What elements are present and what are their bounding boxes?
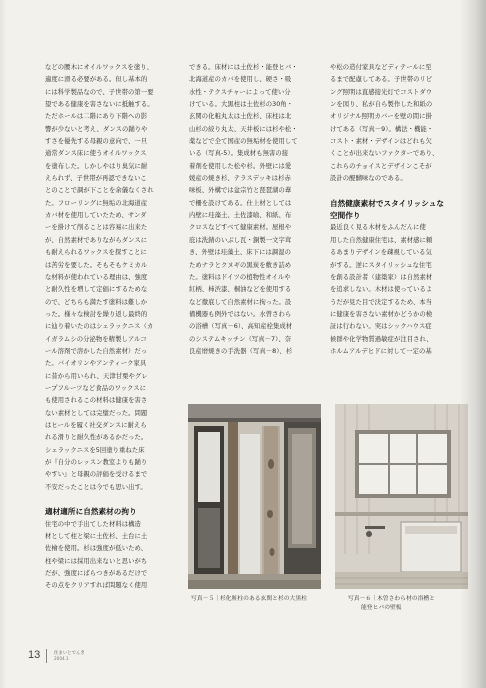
text-line: 媛産の焼き杉、テラスデッキは杉赤 (189, 175, 291, 183)
text-line: ただホールは二階にあり下階への影 (45, 113, 148, 121)
text-line: ール溶剤で溶かした自然素材）だっ (45, 347, 148, 355)
text-line: オリジナル照明カバーを壁の間に掛 (330, 113, 432, 121)
page-number: 13 (28, 649, 41, 661)
photo-entrance-cedar-column (188, 404, 321, 589)
text-line: で柵を設けてある。仕上材としては (189, 199, 292, 207)
text-line: ためナラとクヌギの黒炭を敷き詰め (189, 261, 292, 269)
text-line: イガラムシの分泌物を精製しアルコ (45, 335, 147, 343)
text-line: き、外壁は珪藻土、床下には調湿の (189, 249, 292, 257)
photo-caption: 写真－５｜杉化粧柱のある玄関と杉の大黒柱 (191, 596, 307, 602)
spacer-line (330, 185, 464, 197)
text-line: ング照明は直感接光灯でコストダウ (330, 88, 433, 96)
text-line: も耐えられるワックスを探すことに (45, 249, 147, 257)
text-line: ーを掛けて削ることは容易に出来た (45, 224, 148, 232)
text-line: 候群や化学物質過敏症が注目され、 (330, 335, 433, 343)
text-line: た。フローリングに無垢の北海道産 (45, 199, 148, 207)
text-line: やすい』と母親の評価を受けるまで (45, 471, 148, 479)
text-line: うだが見た目で決定するため、本当 (330, 298, 433, 306)
text-line: や松の造付家具などディテールに至 (330, 64, 432, 71)
text-line: クロスなどすべて健康素材。屋根や (189, 224, 292, 232)
text-line: 着剤を使用した松や杉。外壁には愛 (189, 162, 292, 170)
page-binding-shadow (460, 0, 486, 688)
text-line: れる滑りと耐久性があるかだった。 (45, 434, 148, 442)
text-line: に健康を害さない素材かどうかの検 (330, 310, 433, 318)
text-line: その点をクリアすれば問題なく使用 (45, 582, 148, 590)
text-line: 佐檜を使用。杉は強度が低いため、 (45, 545, 148, 553)
text-line: った。様々な検討を繰り返し最終的 (45, 310, 148, 318)
text-line: ので、どちらも満たす塗料は難しか (45, 298, 148, 306)
text-line: を追求しない。木材は使っているよ (330, 286, 433, 294)
text-line: 庇は洗錆のいぶし瓦・銅製一文字茸 (189, 236, 292, 244)
text-line: は苦労を要した。そもそもケミカル (45, 261, 148, 269)
text-line: 良産磨焼きの手洗器（写真－8）、杉 (189, 347, 293, 355)
text-line: 薬などで全て国産の無垢材を使用して (189, 138, 298, 146)
text-line: のシステムキッチン（写真－7）、奈 (189, 335, 292, 343)
text-line: 住宅の中で手出てした材料は構造 (45, 520, 141, 528)
page-left-edge (0, 0, 6, 688)
text-line: た。バイオリンやアンティーク家具 (45, 360, 147, 368)
text-line: 望である健康を害さないに抵触する。 (45, 101, 154, 109)
text-line: 通常ダンス床に使うオイルワックス (45, 150, 147, 158)
text-line: 最近良く見る木材をふんだんに使 (330, 224, 426, 232)
text-line: けている。大黒柱は土佐杉の30角・ (189, 101, 294, 109)
text-line: るまで配慮してある。子世帯のリビ (330, 76, 433, 84)
text-line: 備機器も例外ではない。水曽さわら (189, 310, 292, 318)
text-column-2 (189, 62, 321, 358)
magazine-issue: 2004.1 (54, 656, 69, 661)
text-line: るあまりデザインを疎視している気 (330, 249, 432, 257)
text-line: ない素材としては完璧だった。問題 (45, 409, 148, 417)
text-line: と耐久性を増して定価にするためな (45, 286, 148, 294)
text-line: だが、強度にばらつきがあるだけで (45, 570, 148, 578)
text-line: 内壁に珪藻土、土佐漆喰、和紙、布 (189, 212, 292, 220)
text-line: など徹底して自然素材に拘った。設 (189, 298, 292, 306)
text-line: に昔から用いられ、天津甘栗やグレ (45, 372, 148, 380)
text-column-3 (330, 62, 464, 358)
spacer-line (45, 494, 175, 506)
text-line: はヒールを履く社交ダンスに耐えら (45, 421, 147, 429)
text-line: 味板、外構では盆宗竹と琵琶湖の葦 (189, 187, 292, 195)
text-line: た。塗料はドイツの植物性オイルや (189, 273, 291, 281)
text-line: これらのチョイスとデザインこそが (330, 162, 432, 170)
text-line: 不安だったことは今でも思い出す。 (45, 483, 147, 491)
section-heading: 適材適所に自然素材の拘り (45, 507, 137, 517)
text-line: 北海道産のカバを使用し、硬さ・吸 (189, 76, 292, 84)
text-line: ンを図り、私が自ら製作した和紙の (330, 101, 433, 109)
text-line: 響が少ないと考え、ダンスの踊りや (45, 125, 148, 133)
text-line: も使用されるこの材料は健康を害さ (45, 397, 148, 405)
photo-caption: 能登ヒバの壁板 (361, 605, 402, 611)
text-line: などの腰木にオイルワックスを塗り、 (45, 64, 153, 71)
text-line: に辿り着いたのはシェラックニス（カ (45, 323, 154, 331)
text-line: 紅柄、柿渋漆、桐油などを使用する (189, 286, 292, 294)
text-line: ープフルーツなど食品のワックスに (45, 384, 147, 392)
text-line: シェラックニスを5回塗り重ねた床 (45, 446, 145, 454)
text-line: 材として柱と梁に土佐杉、土台に土 (45, 533, 148, 541)
text-line: 水性・テクスチャーによって使い分 (189, 88, 291, 96)
text-line: 玄関の化粧丸太は土佐杉、床柱は北 (189, 113, 292, 121)
text-line: 証は行わない。実はシックハウス症 (330, 323, 432, 331)
text-line: できる。床材には土佐杉・能登ヒバ・ (189, 64, 298, 71)
text-line: えられず、子世帯が再認できないこ (45, 175, 147, 183)
text-line: いる（写真-5）。集成材も無害の接 (189, 150, 289, 158)
text-line: くことが出来ないファクターであり、 (330, 150, 439, 158)
text-line: けてある（写真－9）。構法・機能・ (330, 125, 434, 133)
text-line: 設計の醍醐味なのである。 (330, 175, 407, 183)
text-line: ホルムアルデヒドに対して一定の基 (330, 347, 432, 355)
text-line: な材料が使われている理由は、強度 (45, 273, 148, 281)
photo-bathroom-tub (335, 404, 468, 589)
text-line: を創る設計者（建築家）は自然素材 (330, 273, 433, 281)
text-line: 山杉の絞り丸太、天井板には杉や松・ (189, 125, 298, 133)
text-line: 柱や梁には採用出来ないと思いがち (45, 557, 148, 565)
text-column-1 (45, 62, 175, 593)
text-line: 用した自然健康住宅は、素材感に頼 (330, 236, 433, 244)
section-heading: 空間作り (330, 211, 361, 221)
text-line: すさを優先する母親の意向で、一旦 (45, 138, 148, 146)
text-line: コスト・素材・デザインはどれも欠 (330, 138, 432, 146)
section-heading: 自然健康素材でスタイリッシュな (330, 198, 445, 208)
photo-caption: 写真－６｜木曽さわら材の浴槽と (348, 596, 435, 602)
footer-divider (46, 649, 47, 663)
text-line: とのことで調が下ことを余儀なくされ (45, 187, 154, 195)
magazine-title: 住まいとでんき (54, 651, 85, 656)
text-line: の浴槽（写真－6）、高知産栓集成材 (189, 323, 293, 331)
text-line: を塗布した。しかしやはり臭気に耐 (45, 162, 148, 170)
text-line: 適度に滑る必要がある。但し基本的 (45, 76, 148, 84)
text-line: が、自然素材でありながらダンスに (45, 236, 148, 244)
text-line: がする。逆にスタイリッシュな住宅 (330, 261, 432, 269)
text-line: が『自分のレッスン教室よりも踊り (45, 459, 148, 466)
text-line: カバ材を使用していたため、サンダ (45, 212, 147, 220)
text-line: には科学製品なので、子世帯の第一要 (45, 88, 154, 96)
